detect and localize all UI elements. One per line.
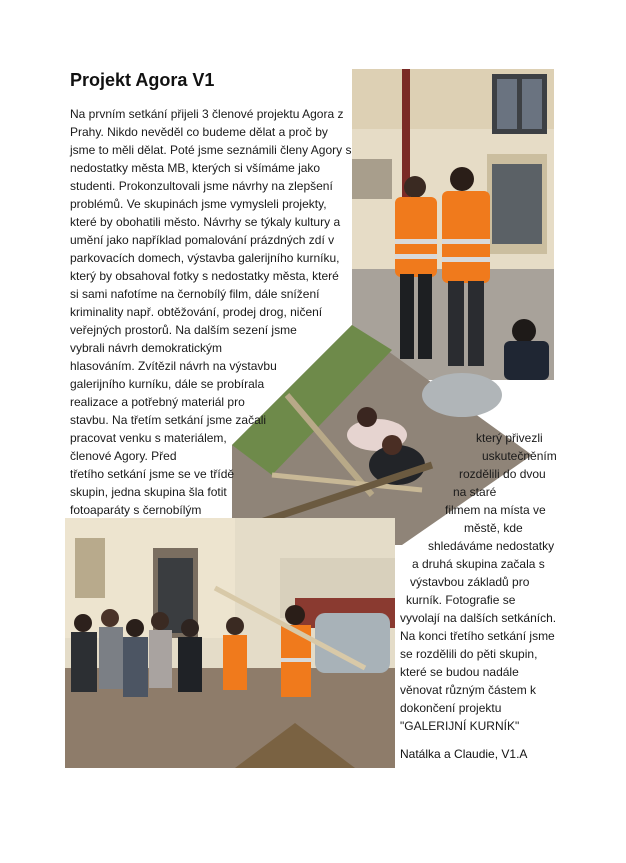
article-line: se rozdělili do pěti skupin,	[400, 647, 538, 661]
article-line: vyvolají na dalších setkáních.	[400, 611, 557, 625]
article-line: který přivezli	[476, 431, 543, 445]
article-line: realizace a potřebný materiál pro	[70, 395, 245, 409]
article-line: které by obohatili město. Návrhy se týkaly kultury a	[70, 215, 341, 229]
article-line: parkovacích domech, výstavba galerijního kurníku,	[70, 251, 340, 265]
article-line: třetího setkání jsme se ve třídě	[70, 467, 235, 481]
article-line: které se budou nadále	[400, 665, 519, 679]
article-line: a druhá skupina začala s	[412, 557, 545, 571]
article-line: "GALERIJNÍ KURNÍK"	[400, 719, 520, 733]
article-line: veřejných prostorů. Na dalším sezení jsme	[70, 323, 297, 337]
article-line: pracovat venku s materiálem,	[70, 431, 227, 445]
article-line: na staré	[453, 485, 497, 499]
article-line: městě, kde	[464, 521, 523, 535]
article-line: nedostatky města MB, kterých si všímáme jako	[70, 161, 321, 175]
article-line: věnovat různým částem k	[400, 683, 537, 697]
article-line: který by obsahoval fotky s nedostatky města, které	[70, 269, 339, 283]
article-line: rozdělili do dvou	[459, 467, 546, 481]
article-line: Prahy. Nikdo nevěděl co budeme dělat a proč by	[70, 125, 328, 139]
article-line: shledáváme nedostatky	[428, 539, 555, 553]
article-line: skupin, jedna skupina šla fotit	[70, 485, 227, 499]
article-line: Na prvním setkání přijeli 3 členové projektu Agora z	[70, 107, 344, 121]
article-line: galerijního kurníku, dále se probírala	[70, 377, 265, 391]
article-line: dokončení projektu	[400, 701, 502, 715]
article-line: vybrali návrh demokratickým	[70, 341, 223, 355]
article-line: stavbu. Na třetím setkání jsme začali	[70, 413, 267, 427]
article-line: fotoaparáty s černobílým	[70, 503, 202, 517]
article-line: jsme to měli dělat. Poté jsme seznámili členy Agory s	[70, 143, 352, 157]
article-line: členové Agory. Před	[70, 449, 177, 463]
article-line: výstavbou základů pro	[410, 575, 530, 589]
article-line: filmem na místa ve	[445, 503, 546, 517]
article-line: hlasováním. Zvítězil návrh na výstavbu	[70, 359, 277, 373]
article-line: problémů. Ve skupinách jsme vymysleli projekty,	[70, 197, 327, 211]
article-line: kurník. Fotografie se	[406, 593, 516, 607]
page-title: Projekt Agora V1	[70, 70, 215, 90]
article-line: studenti. Prokonzultovali jsme návrhy na zlepšení	[70, 179, 333, 193]
author-signature: Natálka a Claudie, V1.A	[400, 747, 528, 761]
article-line: umění jako například pomalování prázdných zdí v	[70, 233, 335, 247]
article-line: Na konci třetího setkání jsme	[400, 629, 555, 643]
article-line: si sami nafotíme na černobílý film, dále snížení	[70, 287, 320, 301]
article-line: kriminality např. obtěžování, prodej drog, ničení	[70, 305, 323, 319]
article-line: uskutečněním	[482, 449, 557, 463]
